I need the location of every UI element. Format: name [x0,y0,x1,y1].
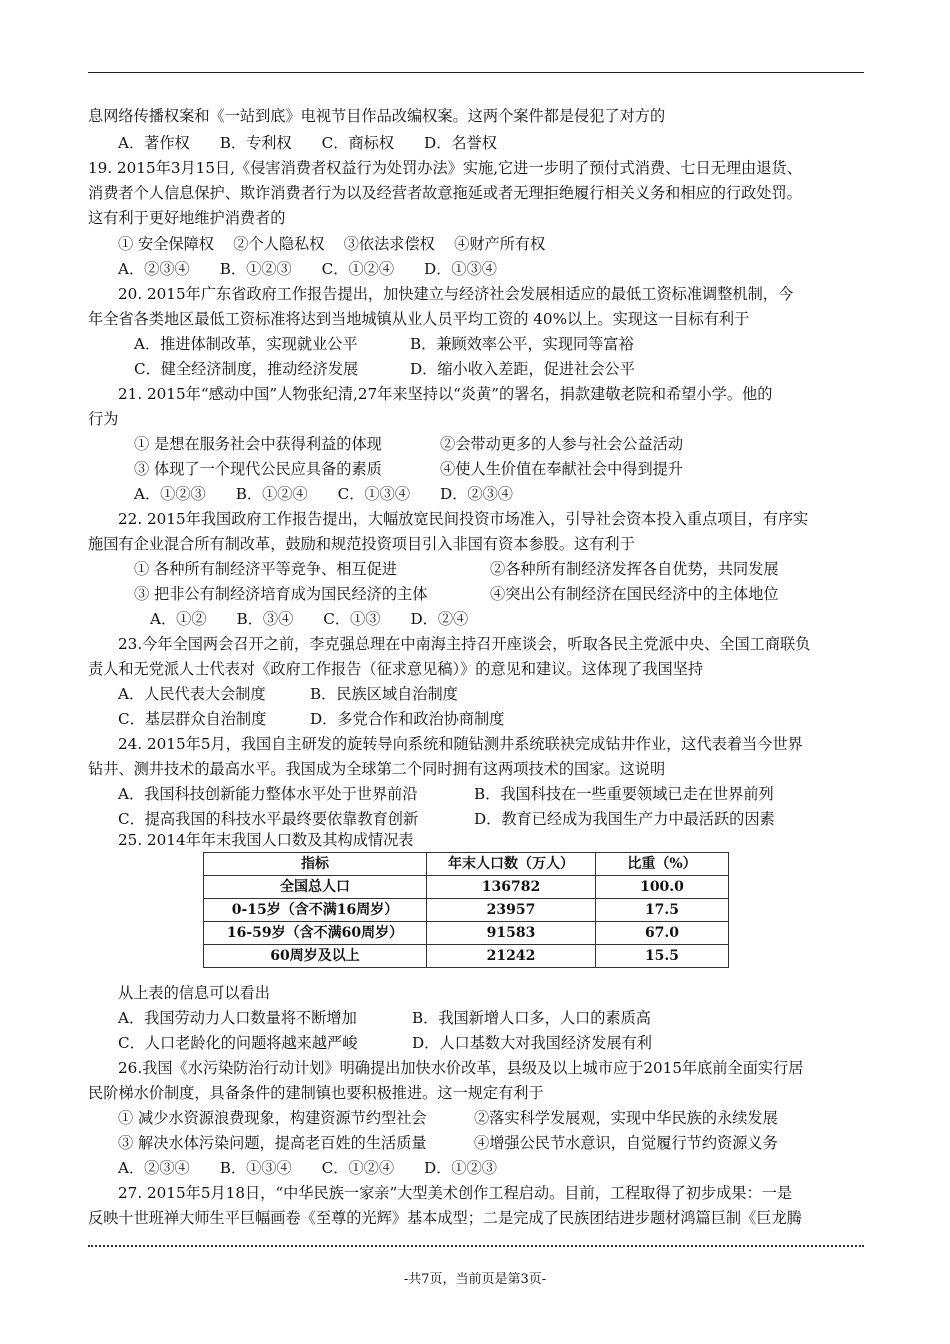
table-header: 年末人口数（万人） [427,853,596,876]
q20-options-row-1 [134,334,730,354]
top-rule [88,72,864,73]
q19-options [118,259,527,279]
q23-line-2: 责人和无党派人士代表对《政府工作报告（征求意见稿）》的意见和建议。这体现了我国坚持 [88,660,704,678]
q25-options-row-1 [118,1008,732,1028]
q23-options-row-2 [118,709,630,729]
q24-options-row-2 [118,809,794,829]
option-d[interactable]: D．缩小收入差距，促进社会公平 [410,360,635,378]
option-d[interactable]: D．多党合作和政治协商制度 [310,710,505,728]
q21-line-1: 21. 2015年“感动中国”人物张纪清,27年来坚持以“炎黄”的署名，捐款建敬老院和希望小学。他的 [118,385,773,403]
q26-statements-row-1 [118,1108,794,1128]
option-a[interactable]: A．①② [150,610,207,628]
option-c[interactable]: C．①②④ [321,260,395,278]
table-header: 指标 [204,853,427,876]
page-footer: -共7页，当前页是第3页- [403,1272,547,1287]
statement-2: ②各种所有制经济发挥各自优势，共同发展 [490,560,779,578]
option-c[interactable]: C．人口老龄化的问题将越来越严峻 [118,1034,358,1052]
statement-3: ③ 解决水体污染问题，提高老百姓的生活质量 [118,1134,427,1152]
q25-title: 25. 2014年年末我国人口数及其构成情况表 [118,831,414,849]
q22-options [150,609,498,629]
option-d[interactable]: D．②④ [410,610,469,628]
q20-line-2: 年全省各类地区最低工资标准将达到当地城镇从业人员平均工资的 40%以上。实现这一目标有利于 [88,310,750,328]
statement-4: ④增强公民节水意识，自觉履行节约资源义务 [474,1134,778,1152]
option-c[interactable]: C．①③④ [337,485,411,503]
table-cell: 17.5 [596,899,729,922]
option-a[interactable]: A．②③④ [118,260,190,278]
q27-line-1: 27. 2015年5月18日，“中华民族一家亲”大型美术创作工程启动。目前，工程取得了初步成果：一是 [118,1184,793,1202]
option-d[interactable]: D．①③④ [424,260,497,278]
option-a[interactable]: A．②③④ [118,1159,190,1177]
option-b[interactable]: B．①②③ [219,260,292,278]
table-cell: 16-59岁（含不满60周岁） [204,922,427,945]
q19-statements: ① 安全保障权 ②个人隐私权 ③依法求偿权 ④财产所有权 [118,235,546,253]
option-b[interactable]: B．③④ [236,610,294,628]
option-a[interactable]: A．著作权 [118,134,190,152]
table-cell: 23957 [427,899,596,922]
table-cell: 全国总人口 [204,876,427,899]
option-d[interactable]: D．教育已经成为我国生产力中最活跃的因素 [474,810,775,828]
table-cell: 91583 [427,922,596,945]
q25-prompt: 从上表的信息可以看出 [118,984,270,1002]
q19-line-1: 19. 2015年3月15日,《侵害消费者权益行为处罚办法》实施,它进一步明了预付式消费、七日无理由退货、 [88,159,802,177]
table-cell: 136782 [427,876,596,899]
q21-statements-row-1 [134,434,760,454]
option-d[interactable]: D．②③④ [440,485,513,503]
option-c[interactable]: C．提高我国的科技水平最终要依靠教育创新 [118,810,419,828]
option-b[interactable]: B．我国新增人口多，人口的素质高 [412,1009,651,1027]
option-c[interactable]: C．健全经济制度，推动经济发展 [134,360,359,378]
table-header: 比重（%） [596,853,729,876]
q21-statements-row-2 [134,459,760,479]
q22-line-1: 22. 2015年我国政府工作报告提出，大幅放宽民间投资市场准入，引导社会资本投入重点项目，有序实 [118,510,809,528]
table-cell: 15.5 [596,945,729,968]
statement-1: ① 各种所有制经济平等竞争、相互促进 [134,560,398,578]
option-c[interactable]: C．①③ [323,610,381,628]
q26-line-2: 民阶梯水价制度，具备条件的建制镇也要积极推进。这一规定有利于 [88,1084,544,1102]
table-cell: 0-15岁（含不满16周岁） [204,899,427,922]
option-b[interactable]: B．专利权 [219,134,292,152]
q26-options [118,1158,527,1178]
table-row [204,876,729,899]
option-a[interactable]: A．我国劳动力人口数量将不断增加 [118,1009,357,1027]
q25-options-row-2 [118,1033,732,1053]
q27-line-2: 反映十世班禅大师生平巨幅画卷《至尊的光辉》基本成型；二是完成了民族团结进步题材鸿篇巨制《巨龙腾 [88,1209,802,1227]
statement-3: ③ 把非公有制经济培育成为国民经济的主体 [134,585,428,603]
option-b[interactable]: B．我国科技在一些重要领域已走在世界前列 [474,785,774,803]
table-row [204,945,729,968]
q24-line-2: 钻井、测井技术的最高水平。我国成为全球第二个同时拥有这两项技术的国家。这说明 [88,760,666,778]
statement-4: ④突出公有制经济在国民经济中的主体地位 [490,585,779,603]
option-b[interactable]: B．①②④ [235,485,308,503]
q26-statements-row-2 [118,1133,794,1153]
table-row [204,922,729,945]
option-c[interactable]: C．①②④ [321,1159,395,1177]
option-b[interactable]: B．兼顾效率公平，实现同等富裕 [410,335,634,353]
table-cell: 100.0 [596,876,729,899]
statement-3: ③ 体现了一个现代公民应具备的素质 [134,460,382,478]
option-a[interactable]: A．推进体制改革，实现就业公平 [134,335,358,353]
q18-continuation-text: 息网络传播权案和《一站到底》电视节目作品改编权案。这两个案件都是侵犯了对方的 [88,107,666,125]
statement-2: ②会带动更多的人参与社会公益活动 [440,435,683,453]
option-d[interactable]: D．①②③ [424,1159,497,1177]
statement-1: ① 减少水资源浪费现象，构建资源节约型社会 [118,1109,427,1127]
statement-2: ②落实科学发展观，实现中华民族的永续发展 [474,1109,778,1127]
option-c[interactable]: C．基层群众自治制度 [118,710,267,728]
option-d[interactable]: D．人口基数大对我国经济发展有利 [412,1034,652,1052]
table-cell: 67.0 [596,922,729,945]
q26-line-1: 26.我国《水污染防治行动计划》明确提出加快水价改革，县级及以上城市应于2015年底前全面实行居 [118,1059,804,1077]
q21-line-2: 行为 [88,410,119,428]
q19-line-3: 这有利于更好地维护消费者的 [88,209,286,227]
q18-options [118,133,527,153]
q20-line-1: 20. 2015年广东省政府工作报告提出，加快建立与经济社会发展相适应的最低工资标准调整机制，今 [118,285,794,303]
option-d[interactable]: D．名誉权 [424,134,497,152]
table-header-row [204,853,729,876]
table-cell: 21242 [427,945,596,968]
q19-line-2: 消费者个人信息保护、欺诈消费者行为以及经营者故意拖延或者无理拒绝履行相关义务和相应的行政处罚。 [88,184,802,202]
option-a[interactable]: A．人民代表大会制度 [118,685,266,703]
q24-options-row-1 [118,784,794,804]
bottom-dotted-rule [88,1245,864,1247]
option-b[interactable]: B．①③④ [219,1159,292,1177]
option-a[interactable]: A．我国科技创新能力整体水平处于世界前沿 [118,785,418,803]
population-table [203,852,729,968]
q24-line-1: 24. 2015年5月，我国自主研发的旋转导向系统和随钻测井系统联袂完成钻井作业，这代表着当今世界 [118,735,803,753]
statement-4: ④使人生价值在奉献社会中得到提升 [440,460,683,478]
option-a[interactable]: A．①②③ [134,485,206,503]
q22-statements-row-2 [134,584,810,604]
table-row [204,899,729,922]
statement-1: ① 是想在服务社会中获得利益的体现 [134,435,382,453]
table-cell: 60周岁及以上 [204,945,427,968]
q21-options [134,484,543,504]
option-b[interactable]: B．民族区域自治制度 [310,685,458,703]
option-c[interactable]: C．商标权 [321,134,395,152]
q23-line-1: 23.今年全国两会召开之前，李克强总理在中南海主持召开座谈会，听取各民主党派中央、全国工商联负 [118,635,811,653]
q23-options-row-1 [118,684,630,704]
q20-options-row-2 [134,359,730,379]
q22-line-2: 施国有企业混合所有制改革，鼓励和规范投资项目引入非国有资本参股。这有利于 [88,535,635,553]
q22-statements-row-1 [134,559,810,579]
